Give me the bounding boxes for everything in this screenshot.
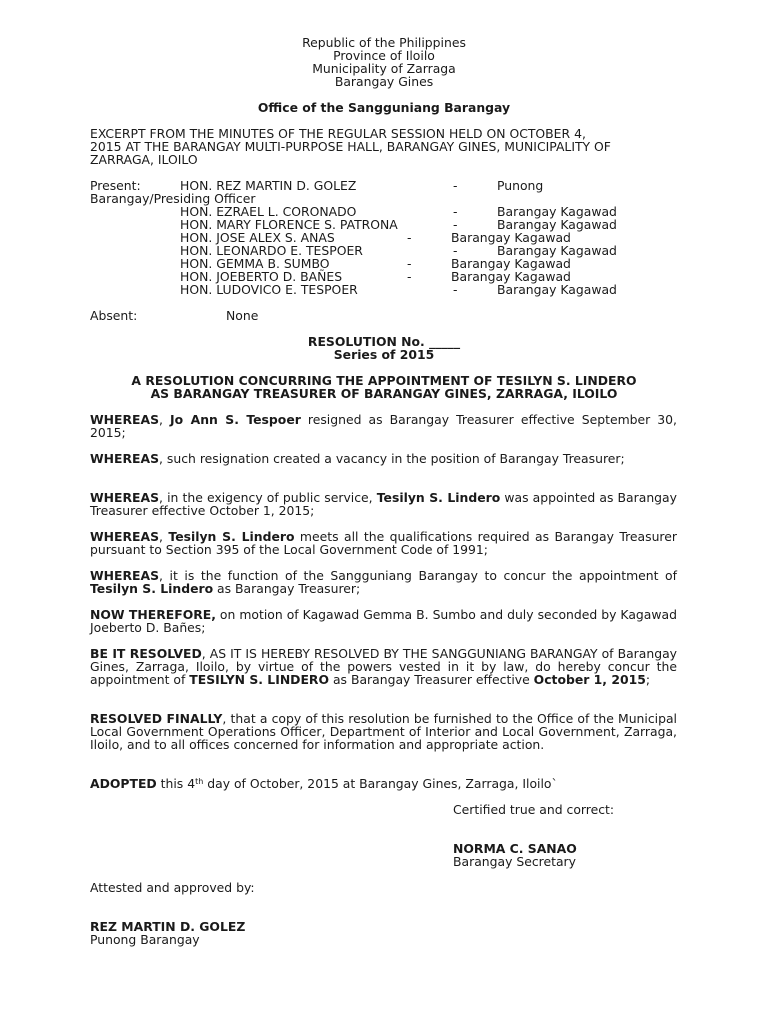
paragraph-text: was appointed as Barangay Treasurer effective October 1, 2015; <box>90 490 677 518</box>
resolution-title: A RESOLUTION CONCURRING THE APPOINTMENT OF TESILYN S. LINDERO <box>131 373 637 388</box>
resolution-number: RESOLUTION No. _____ <box>307 334 461 349</box>
secretary-title: Barangay Secretary <box>453 854 576 869</box>
paragraph-text: , AS IT IS HEREBY RESOLVED BY THE SANGGUNIANG BARANGAY of Barangay Gines, Zarraga, Iloilo, by virtue of the powers vested in it by law, do hereby concur the appointment of <box>90 646 678 687</box>
member-name: HON. LEONARDO E. TESPOER <box>180 243 363 258</box>
whereas-keyword: WHEREAS <box>90 529 160 544</box>
whereas-paragraph <box>90 452 677 465</box>
present-name: HON. REZ MARTIN D. GOLEZ <box>180 178 357 193</box>
paragraph-text: , that a copy of this resolution be furnished to the Office of the Municipal Local Government Operations Officer, Department of Interior and Local Government, Zarraga, Iloilo, and to all offices concerned for information and appropriate action. <box>90 711 678 752</box>
paragraph-text: ; <box>645 672 650 687</box>
member-name: HON. GEMMA B. SUMBO <box>180 256 330 271</box>
office-title: Office of the Sangguniang Barangay <box>257 100 511 115</box>
paragraph-text: this 4 <box>156 776 196 791</box>
resolved-finally-paragraph <box>90 712 677 751</box>
member-role: Barangay Kagawad <box>497 217 617 232</box>
paragraph-text: as Barangay Treasurer; <box>213 581 361 596</box>
whereas-keyword: WHEREAS <box>90 412 160 427</box>
member-dash: - <box>453 282 458 297</box>
paragraph-text: , in the exigency of public service, <box>159 490 377 505</box>
resolution-title: AS BARANGAY TREASURER OF BARANGAY GINES, ZARRAGA, ILOILO <box>150 386 618 401</box>
punong-barangay-title: Punong Barangay <box>90 932 200 947</box>
present-dash: - <box>453 178 458 193</box>
person-name: Jo Ann S. Tespoer <box>170 412 301 427</box>
ordinal-suffix: th <box>195 777 204 786</box>
member-role: Barangay Kagawad <box>451 269 571 284</box>
absent-label: Absent: <box>90 308 138 323</box>
paragraph-text: day of October, 2015 at Barangay Gines, Zarraga, Iloilo` <box>203 776 558 791</box>
member-dash: - <box>407 269 412 284</box>
present-role: Punong <box>497 178 544 193</box>
member-role: Barangay Kagawad <box>451 230 571 245</box>
header-republic: Republic of the Philippines <box>302 35 466 50</box>
now-therefore-paragraph <box>90 608 677 634</box>
paragraph-text: resigned as Barangay Treasurer effective September 30, 2015; <box>90 412 677 440</box>
resolved-finally-keyword: RESOLVED FINALLY <box>90 711 223 726</box>
member-dash: - <box>453 217 458 232</box>
whereas-keyword: WHEREAS <box>90 490 160 505</box>
paragraph-text: meets all the qualifications required as Barangay Treasurer pursuant to Section 395 of the Local Government Code of 1991; <box>90 529 677 557</box>
excerpt-line-2: 2015 AT THE BARANGAY MULTI-PURPOSE HALL, BARANGAY GINES, MUNICIPALITY OF <box>90 139 611 154</box>
header-municipality: Municipality of Zarraga <box>312 61 456 76</box>
whereas-keyword: WHEREAS <box>90 451 160 466</box>
paragraph-text: , <box>159 412 171 427</box>
person-name: Tesilyn S. Lindero <box>168 529 295 544</box>
present-role: Barangay/Presiding Officer <box>90 191 256 206</box>
punong-barangay-name: REZ MARTIN D. GOLEZ <box>90 919 246 934</box>
whereas-keyword: WHEREAS <box>90 568 160 583</box>
person-name: Tesilyn S. Lindero <box>90 581 214 596</box>
member-role: Barangay Kagawad <box>451 256 571 271</box>
absent-value: None <box>226 308 259 323</box>
member-dash: - <box>453 204 458 219</box>
member-role: Barangay Kagawad <box>497 204 617 219</box>
member-dash: - <box>453 243 458 258</box>
paragraph-text: , such resignation created a vacancy in the position of Barangay Treasurer; <box>159 451 625 466</box>
adopted-line <box>90 777 558 790</box>
resolved-keyword: BE IT RESOLVED <box>90 646 202 661</box>
secretary-name: NORMA C. SANAO <box>453 841 577 856</box>
member-dash: - <box>407 230 412 245</box>
member-name: HON. MARY FLORENCE S. PATRONA <box>180 217 398 232</box>
person-name: TESILYN S. LINDERO <box>189 672 330 687</box>
certified-label: Certified true and correct: <box>453 802 615 817</box>
whereas-paragraph <box>90 491 677 517</box>
now-therefore-keyword: NOW THEREFORE, <box>90 607 216 622</box>
member-dash: - <box>407 256 412 271</box>
resolved-paragraph <box>90 647 677 686</box>
excerpt-line-3: ZARRAGA, ILOILO <box>90 152 198 167</box>
header-province: Province of Iloilo <box>333 48 435 63</box>
adopted-keyword: ADOPTED <box>90 776 157 791</box>
excerpt-line-1: EXCERPT FROM THE MINUTES OF THE REGULAR SESSION HELD ON OCTOBER 4, <box>90 126 586 141</box>
member-name: HON. JOSE ALEX S. ANAS <box>180 230 335 245</box>
present-label: Present: <box>90 178 141 193</box>
person-name: Tesilyn S. Lindero <box>376 490 501 505</box>
effective-date: October 1, 2015 <box>533 672 646 687</box>
member-name: HON. EZRAEL L. CORONADO <box>180 204 357 219</box>
whereas-paragraph <box>90 413 677 439</box>
whereas-paragraph <box>90 530 677 556</box>
member-role: Barangay Kagawad <box>497 282 617 297</box>
paragraph-text: , <box>159 529 169 544</box>
member-name: HON. LUDOVICO E. TESPOER <box>180 282 358 297</box>
header-barangay: Barangay Gines <box>334 74 434 89</box>
whereas-paragraph <box>90 569 677 595</box>
paragraph-text: as Barangay Treasurer effective <box>329 672 534 687</box>
paragraph-text: on motion of Kagawad Gemma B. Sumbo and duly seconded by Kagawad Joeberto D. Bañes; <box>90 607 677 635</box>
member-name: HON. JOEBERTO D. BAÑES <box>180 269 343 284</box>
resolution-series: Series of 2015 <box>333 347 435 362</box>
paragraph-text: , it is the function of the Sangguniang Barangay to concur the appointment of <box>159 568 677 583</box>
attested-label: Attested and approved by: <box>90 880 255 895</box>
member-role: Barangay Kagawad <box>497 243 617 258</box>
